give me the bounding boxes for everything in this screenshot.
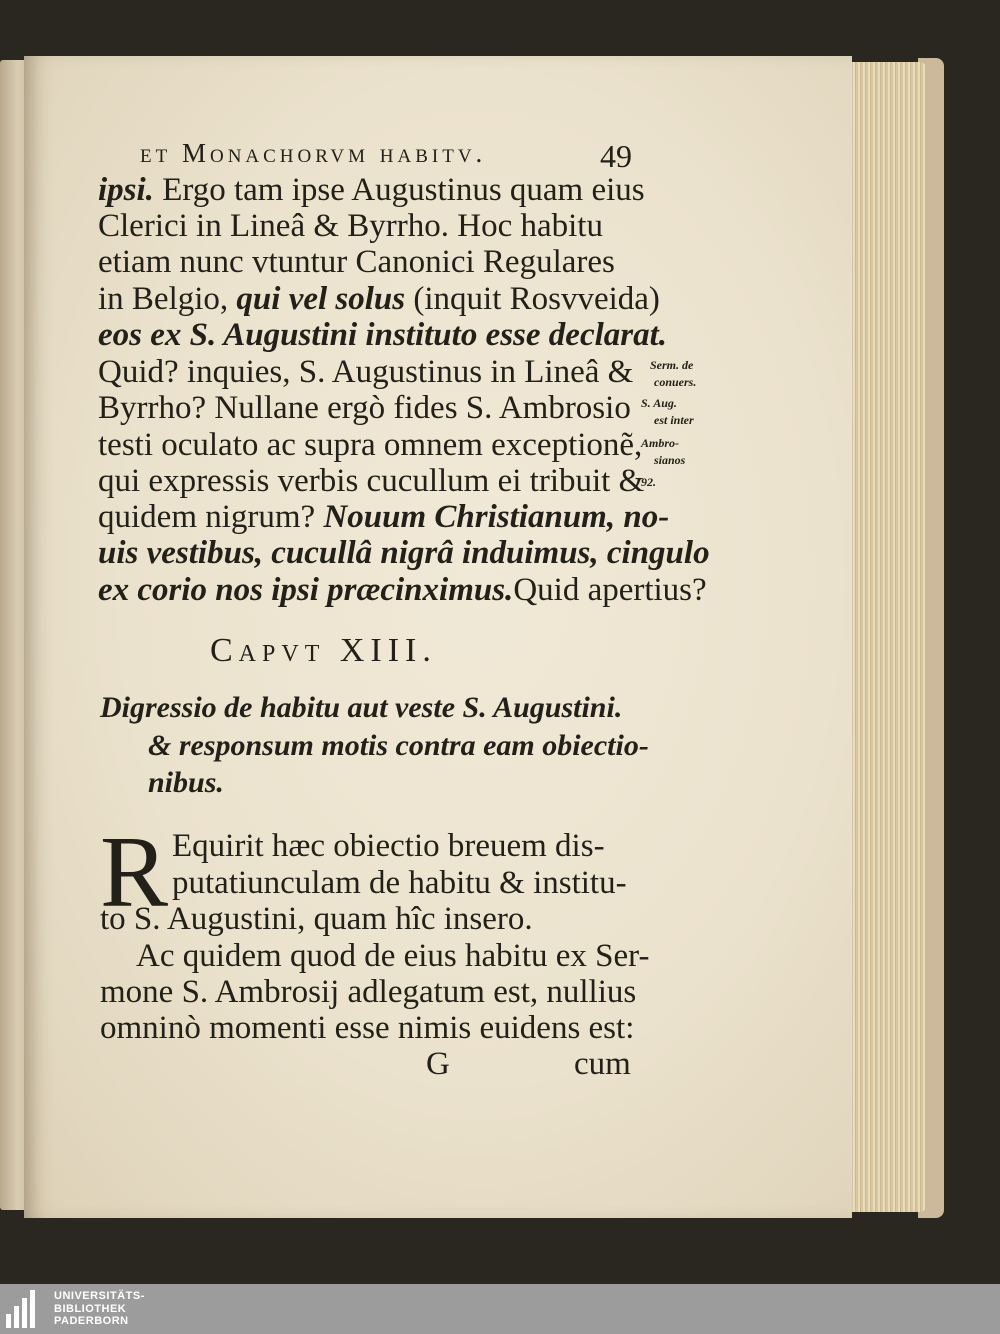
body-line: uis vestibus, cucullâ nigrâ induimus, cingulo (98, 535, 710, 571)
chapter-summary: & responsum motis contra eam obiectio- (148, 729, 649, 762)
body-line: etiam nunc vtuntur Canonici Regulares (98, 244, 615, 280)
library-name (54, 1290, 145, 1328)
chapter-summary: nibus. (148, 766, 224, 799)
body-line: in Belgio, qui vel solus (inquit Rosvveida) (98, 281, 660, 317)
margin-note: S. Aug. (641, 396, 677, 410)
body-line: Byrrho? Nullane ergò fides S. Ambrosio (98, 390, 631, 426)
chapter-heading: Capvt XIII. (210, 632, 437, 669)
catchword: cum (574, 1046, 631, 1082)
margin-note: Ambro- (641, 436, 680, 450)
body-line: quidem nigrum? Nouum Christianum, no- (98, 499, 670, 535)
body-line: putatiunculam de habitu & institu- (172, 865, 627, 901)
running-title: et Monachorvm habitv. (140, 138, 487, 168)
body-line: eos ex S. Augustini instituto esse declarat. (98, 317, 668, 353)
drop-capital: R (100, 816, 169, 929)
body-line: ipsi. Ergo tam ipse Augustinus quam eius (98, 172, 645, 208)
signature-mark: G (426, 1046, 450, 1082)
chapter-summary: Digressio de habitu aut veste S. Augustini. (100, 691, 623, 724)
page-number: 49 (600, 138, 632, 174)
body-line: Ac quidem quod de eius habitu ex Ser- (136, 938, 650, 974)
margin-note: 92. (641, 475, 656, 489)
body-line: qui expressis verbis cucullum ei tribuit & (98, 463, 645, 499)
library-name-line: BIBLIOTHEK (54, 1302, 127, 1315)
library-footer-bar (0, 1284, 1000, 1334)
body-line: Equirit hæc obiectio breuem dis- (172, 828, 605, 864)
margin-note: est inter (654, 413, 694, 427)
library-logo-icon (6, 1290, 46, 1328)
margin-note: sianos (654, 453, 686, 467)
body-line: testi oculato ac supra omnem exceptionẽ, (98, 427, 643, 463)
margin-note: conuers. (654, 375, 697, 389)
body-line: to S. Augustini, quam hîc insero. (100, 901, 533, 937)
margin-note: Serm. de (650, 358, 694, 372)
page-edges (846, 62, 926, 1212)
body-line: ex corio nos ipsi præcinximus.Quid apertius? (98, 572, 707, 608)
body-line: omninò momenti esse nimis euidens est: (100, 1010, 635, 1046)
library-name-line: PADERBORN (54, 1315, 129, 1327)
body-line: mone S. Ambrosij adlegatum est, nullius (100, 974, 637, 1010)
library-name-line: UNIVERSITÄTS- (54, 1290, 145, 1302)
body-line: Clerici in Lineâ & Byrrho. Hoc habitu (98, 208, 603, 244)
body-line: Quid? inquies, S. Augustinus in Lineâ & (98, 354, 634, 390)
